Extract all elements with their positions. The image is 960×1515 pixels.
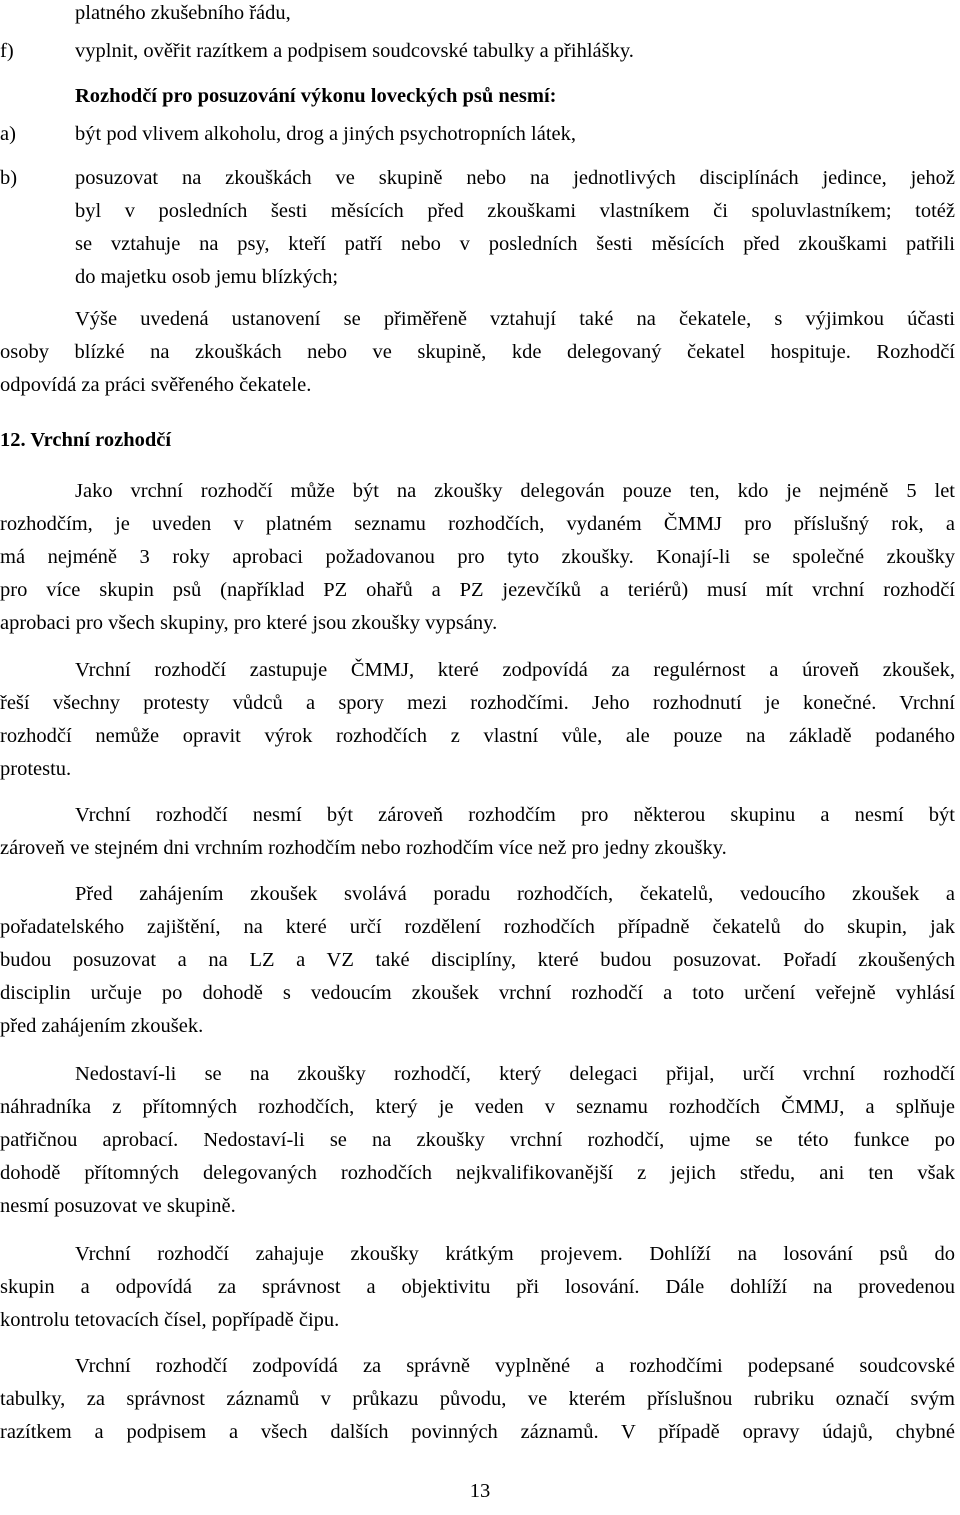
item-b-line: do majetku osob jemu blízkých; [75, 266, 339, 288]
item-b-line: se vztahuje na psy, kteří patří nebo v posledních šesti měsících před zkouškami patřili [75, 233, 955, 255]
paragraph-line: rozhodčí nemůže opravit výrok rozhodčích z vlastní vůle, ale pouze na základě podaného [0, 725, 955, 747]
paragraph-line: zároveň ve stejném dni vrchním rozhodčím nebo rozhodčím více než pro jedny zkoušky. [0, 837, 727, 859]
paragraph-line: disciplin určuje po dohodě s vedoucím zkoušek vrchní rozhodčí a toto určení veřejně vyhlásí [0, 982, 955, 1004]
paragraph-line: pořadatelského zajištění, na které určí rozdělení rozhodčích případně čekatelů do skupin, jak [0, 916, 955, 938]
paragraph-line: patřičnou aprobací. Nedostaví-li se na zkoušky vrchní rozhodčí, ujme se této funkce po [0, 1129, 955, 1151]
paragraph-line: Vrchní rozhodčí zastupuje ČMMJ, které zodpovídá za regulérnost a úroveň zkoušek, [75, 659, 955, 681]
paragraph-line: skupin a odpovídá za správnost a objektivitu při losování. Dále dohlíží na provedenou [0, 1276, 955, 1298]
paragraph-line: protestu. [0, 758, 72, 780]
intro-paragraph-line: odpovídá za práci svěřeného čekatele. [0, 374, 312, 396]
page-number: 13 [469, 1480, 491, 1502]
paragraph-line: Vrchní rozhodčí zodpovídá za správně vyplněné a rozhodčími podepsané soudcovské [75, 1355, 955, 1377]
item-b-line: posuzovat na zkouškách ve skupině nebo na jednotlivých disciplínách jedince, jehož [75, 167, 955, 189]
section-number: 12. [0, 429, 26, 451]
paragraph-line: náhradníka z přítomných rozhodčích, který je veden v seznamu rozhodčích ČMMJ, a splňuje [0, 1096, 955, 1118]
paragraph-line: rozhodčím, je uveden v platném seznamu rozhodčích, vydaném ČMMJ pro příslušný rok, a [0, 513, 955, 535]
item-a-text: být pod vlivem alkoholu, drog a jiných psychotropních látek, [75, 123, 577, 145]
paragraph-line: Jako vrchní rozhodčí může být na zkoušky delegován pouze ten, kdo je nejméně 5 let [75, 480, 955, 502]
paragraph-line: Nedostaví-li se na zkoušky rozhodčí, který delegaci přijal, určí vrchní rozhodčí [75, 1063, 955, 1085]
item-b-line: byl v posledních šesti měsících před zkouškami vlastníkem či spoluvlastníkem; totéž [75, 200, 955, 222]
paragraph-line: tabulky, za správnost záznamů v průkazu původu, ve kterém příslušnou rubriku označí svým [0, 1388, 955, 1410]
paragraph-line: nesmí posuzovat ve skupině. [0, 1195, 236, 1217]
section-title: Vrchní rozhodčí [30, 429, 172, 451]
paragraph-line: řeší všechny protesty vůdců a spory mezi rozhodčími. Jeho rozhodnutí je konečné. Vrchní [0, 692, 955, 714]
intro-heading: Rozhodčí pro posuzování výkonu loveckých psů nesmí: [75, 85, 557, 107]
item-f-text: vyplnit, ověřit razítkem a podpisem soudcovské tabulky a přihlášky. [75, 40, 634, 62]
item-f-label: f) [0, 40, 14, 62]
paragraph-line: pro více skupin psů (například PZ ohařů a PZ jezevčíků a teriérů) musí mít vrchní rozhodčí [0, 579, 955, 601]
paragraph-line: má nejméně 3 roky aprobaci požadovanou pro tyto zkoušky. Konají-li se společné zkoušky [0, 546, 955, 568]
item-b-label: b) [0, 167, 18, 189]
paragraph-line: budou posuzovat a na LZ a VZ také disciplíny, které budou posuzovat. Pořadí zkoušených [0, 949, 955, 971]
paragraph-line: před zahájením zkoušek. [0, 1015, 204, 1037]
paragraph-line: razítkem a podpisem a všech dalších povinných záznamů. V případě opravy údajů, chybné [0, 1421, 955, 1443]
paragraph-line: dohodě přítomných delegovaných rozhodčích nejkvalifikovanější z jejich středu, ani ten však [0, 1162, 955, 1184]
continuation-line: platného zkušebního řádu, [75, 2, 291, 24]
paragraph-line: kontrolu tetovacích čísel, popřípadě čipu. [0, 1309, 340, 1331]
item-a-label: a) [0, 123, 16, 145]
paragraph-line: aprobaci pro všech skupiny, pro které jsou zkoušky vypsány. [0, 612, 498, 634]
intro-paragraph-line: osoby blízké na zkouškách nebo ve skupině, kde delegovaný čekatel hospituje. Rozhodčí [0, 341, 955, 363]
paragraph-line: Vrchní rozhodčí zahajuje zkoušky krátkým projevem. Dohlíží na losování psů do [75, 1243, 955, 1265]
section-heading [0, 427, 300, 453]
paragraph-line: Vrchní rozhodčí nesmí být zároveň rozhodčím pro některou skupinu a nesmí být [75, 804, 955, 826]
intro-paragraph-line: Výše uvedená ustanovení se přiměřeně vztahují také na čekatele, s výjimkou účasti [75, 308, 955, 330]
paragraph-line: Před zahájením zkoušek svolává poradu rozhodčích, čekatelů, vedoucího zkoušek a [75, 883, 955, 905]
